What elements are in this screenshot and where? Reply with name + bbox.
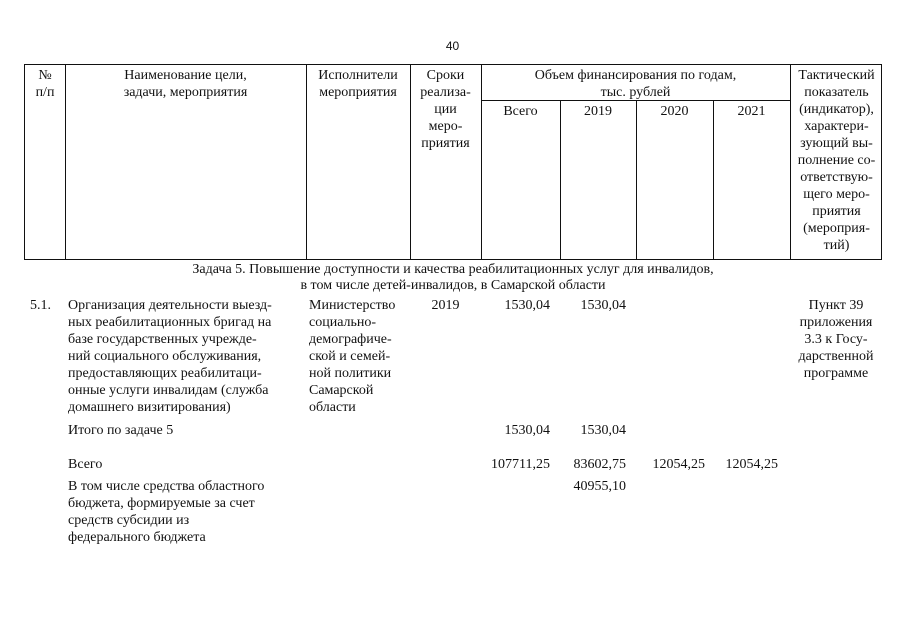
header-executors: Исполнители мероприятия [318,68,398,100]
row-number: 5.1. [30,298,51,313]
row-terms: 2019 [431,298,460,313]
subtotal-2019: 1530,04 [580,423,626,438]
grand-total-2019: 83602,75 [573,457,626,472]
subtotal-total: 1530,04 [504,423,550,438]
header-name: Наименование цели, задачи, мероприятия [123,68,248,100]
table-header [24,64,882,260]
header-indicator: Тактический показатель (индикатор), характери- зующий вы- полнение со- ответствую- щего меро- приятия (мероприя- тий) [797,68,876,253]
header-2021: 2021 [737,104,766,119]
grand-total-2021: 12054,25 [725,457,778,472]
row-2019: 1530,04 [580,298,626,313]
column-divider [713,100,714,259]
row-indicator: Пункт 39 приложения 3.3 к Госу- дарственной программе [798,298,874,381]
column-divider [636,100,637,259]
header-2019: 2019 [584,104,612,119]
page-number: 40 [445,39,460,53]
header-number: № п/п [35,68,55,100]
header-total: Всего [503,104,538,119]
grand-total-total: 107711,25 [491,457,550,472]
grand-total-2020: 12054,25 [652,457,705,472]
row-total: 1530,04 [504,298,550,313]
grand-total-label: Всего [68,457,103,472]
regional-budget-label: В том числе средства областного бюджета, формируемые за счет средств субсидии из федерального бюджета [68,479,265,545]
section-title: Задача 5. Повышение доступности и качества реабилитационных услуг для инвалидов, в том числе детей-инвалидов, в Самарской области [192,262,714,293]
header-terms: Сроки реализа- ции меро- приятия [420,68,471,151]
subtotal-label: Итого по задаче 5 [68,423,174,438]
regional-budget-2019: 40955,10 [573,479,626,494]
row-executors: Министерство социально- демографиче- ской и семей- ной политики Самарской области [309,298,396,415]
header-financing: Объем финансирования по годам, тыс. рублей [534,68,737,100]
header-2020: 2020 [660,104,689,119]
column-divider [560,100,561,259]
row-name: Организация деятельности выезд- ных реабилитационных бригад на базе государственных учрежде- ний социального обслуживания, предоставляющих реабилитаци- онные услуги инвалидам (служба домашнего визитирования) [68,298,272,415]
